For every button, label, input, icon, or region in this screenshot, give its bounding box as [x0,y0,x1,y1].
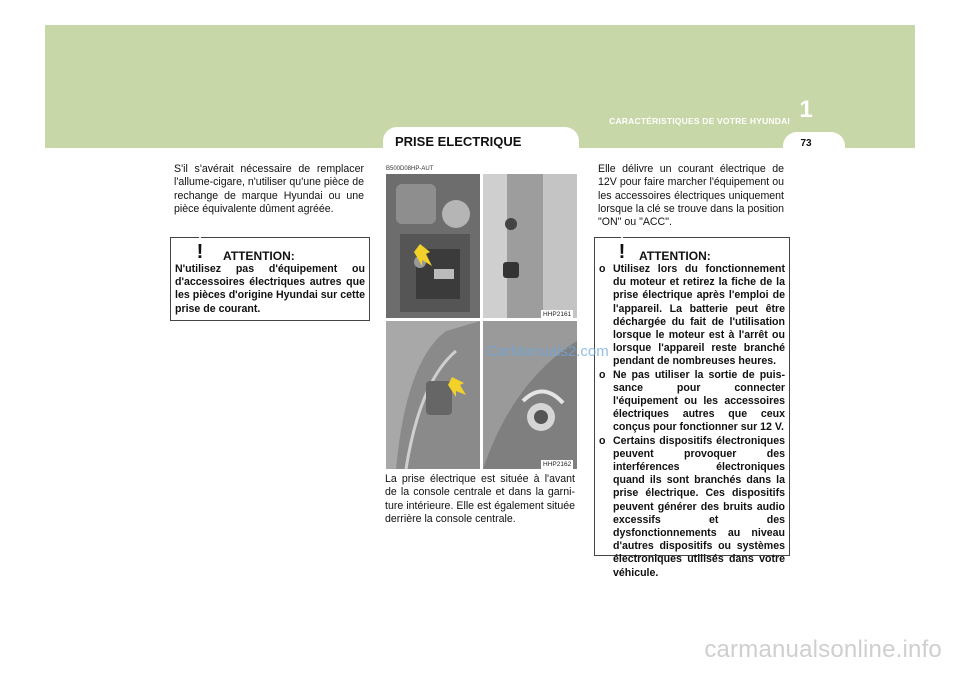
photo-trim-socket [483,174,577,318]
right-warning-box [594,237,790,579]
warning-item-text: Certains dispositifs électroniques peuvent provoquer des interférences électroniques quand ils sont branchés dans la prise électrique. Ces dispositifs peuvent générer des bruits audio excessifs et des dysfonctionnements au niveau d'autres dispositifs ou systèmes électroniques utilisés dans votre véhicule. [613,434,785,579]
right-intro-text: Elle délivre un courant électrique de 12V pour faire marcher l'équipement ou les accessoires électriques uniquement lorsque la clé se trouve dans la position "ON" ou "ACC". [598,163,784,229]
warning-item-text: Utilisez lors du fonctionnement du moteur et retirez la fiche de la prise électrique après l'emploi de l'appareil. La batterie peut être déchargée du fait de l'utilisation lorsque le moteur est à l'arrêt ou lorsque l'appareil reste branché pendant de nombreuses heures. [613,263,785,368]
section-code: B500D08HP-AUT [386,166,434,172]
svg-text:!: ! [618,241,626,262]
page-number: 73 [800,138,812,149]
warning-icon [607,236,637,262]
footer-watermark: carmanualsonline.info [704,636,942,663]
section-title: PRISE ELECTRIQUE [395,134,522,149]
warning-icon [185,236,215,262]
left-warning-body: N'utilisez pas d'équipement ou d'accessoires électriques autres que les pièces d'origine Hyundai sur cette prise de courant. [175,263,365,315]
warning-item-text: Ne pas utiliser la sortie de puis- sance pour connecter l'équipement ou les accessoires électriques autres que ceux conçus pour fonctionner sur 12 V. [613,368,785,434]
bullet-marker: o [599,368,606,381]
warning-list-item [599,369,785,435]
photo-code-1: HHP2161 [543,311,572,318]
right-warning-body [599,263,785,580]
photo-rear-console [386,321,480,469]
left-warning-box [170,237,370,321]
warning-list-item [599,435,785,580]
chapter-number: 1 [799,96,813,123]
warning-list-item [599,263,785,369]
left-intro-text: S'il s'avérait nécessaire de remplacer l'allume-cigare, n'utiliser qu'une pièce de rechange de marque Hyundai ou une pièce équivalente dûment agréée. [174,163,364,215]
right-warning-title: ATTENTION: [639,249,711,263]
svg-text:!: ! [196,241,204,262]
left-warning-title: ATTENTION: [223,249,295,263]
rear-console-photo-illustration [386,321,480,469]
middle-caption: La prise électrique est située à l'avant de la console centrale et dans la garni- ture intérieure. Elle est également située derrière la console centrale. [385,473,575,525]
photo-center-console-front [386,174,480,318]
bullet-marker: o [599,263,606,275]
bullet-marker: o [599,434,606,447]
chapter-title: CARACTÉRISTIQUES DE VOTRE HYUNDAI [609,116,790,126]
trim-photo-illustration [483,174,577,318]
console-photo-illustration [386,174,480,318]
inline-watermark: CarManuals2.com [487,343,609,360]
right-warning-list [599,263,785,580]
photo-code-2: HHP2162 [543,461,572,468]
